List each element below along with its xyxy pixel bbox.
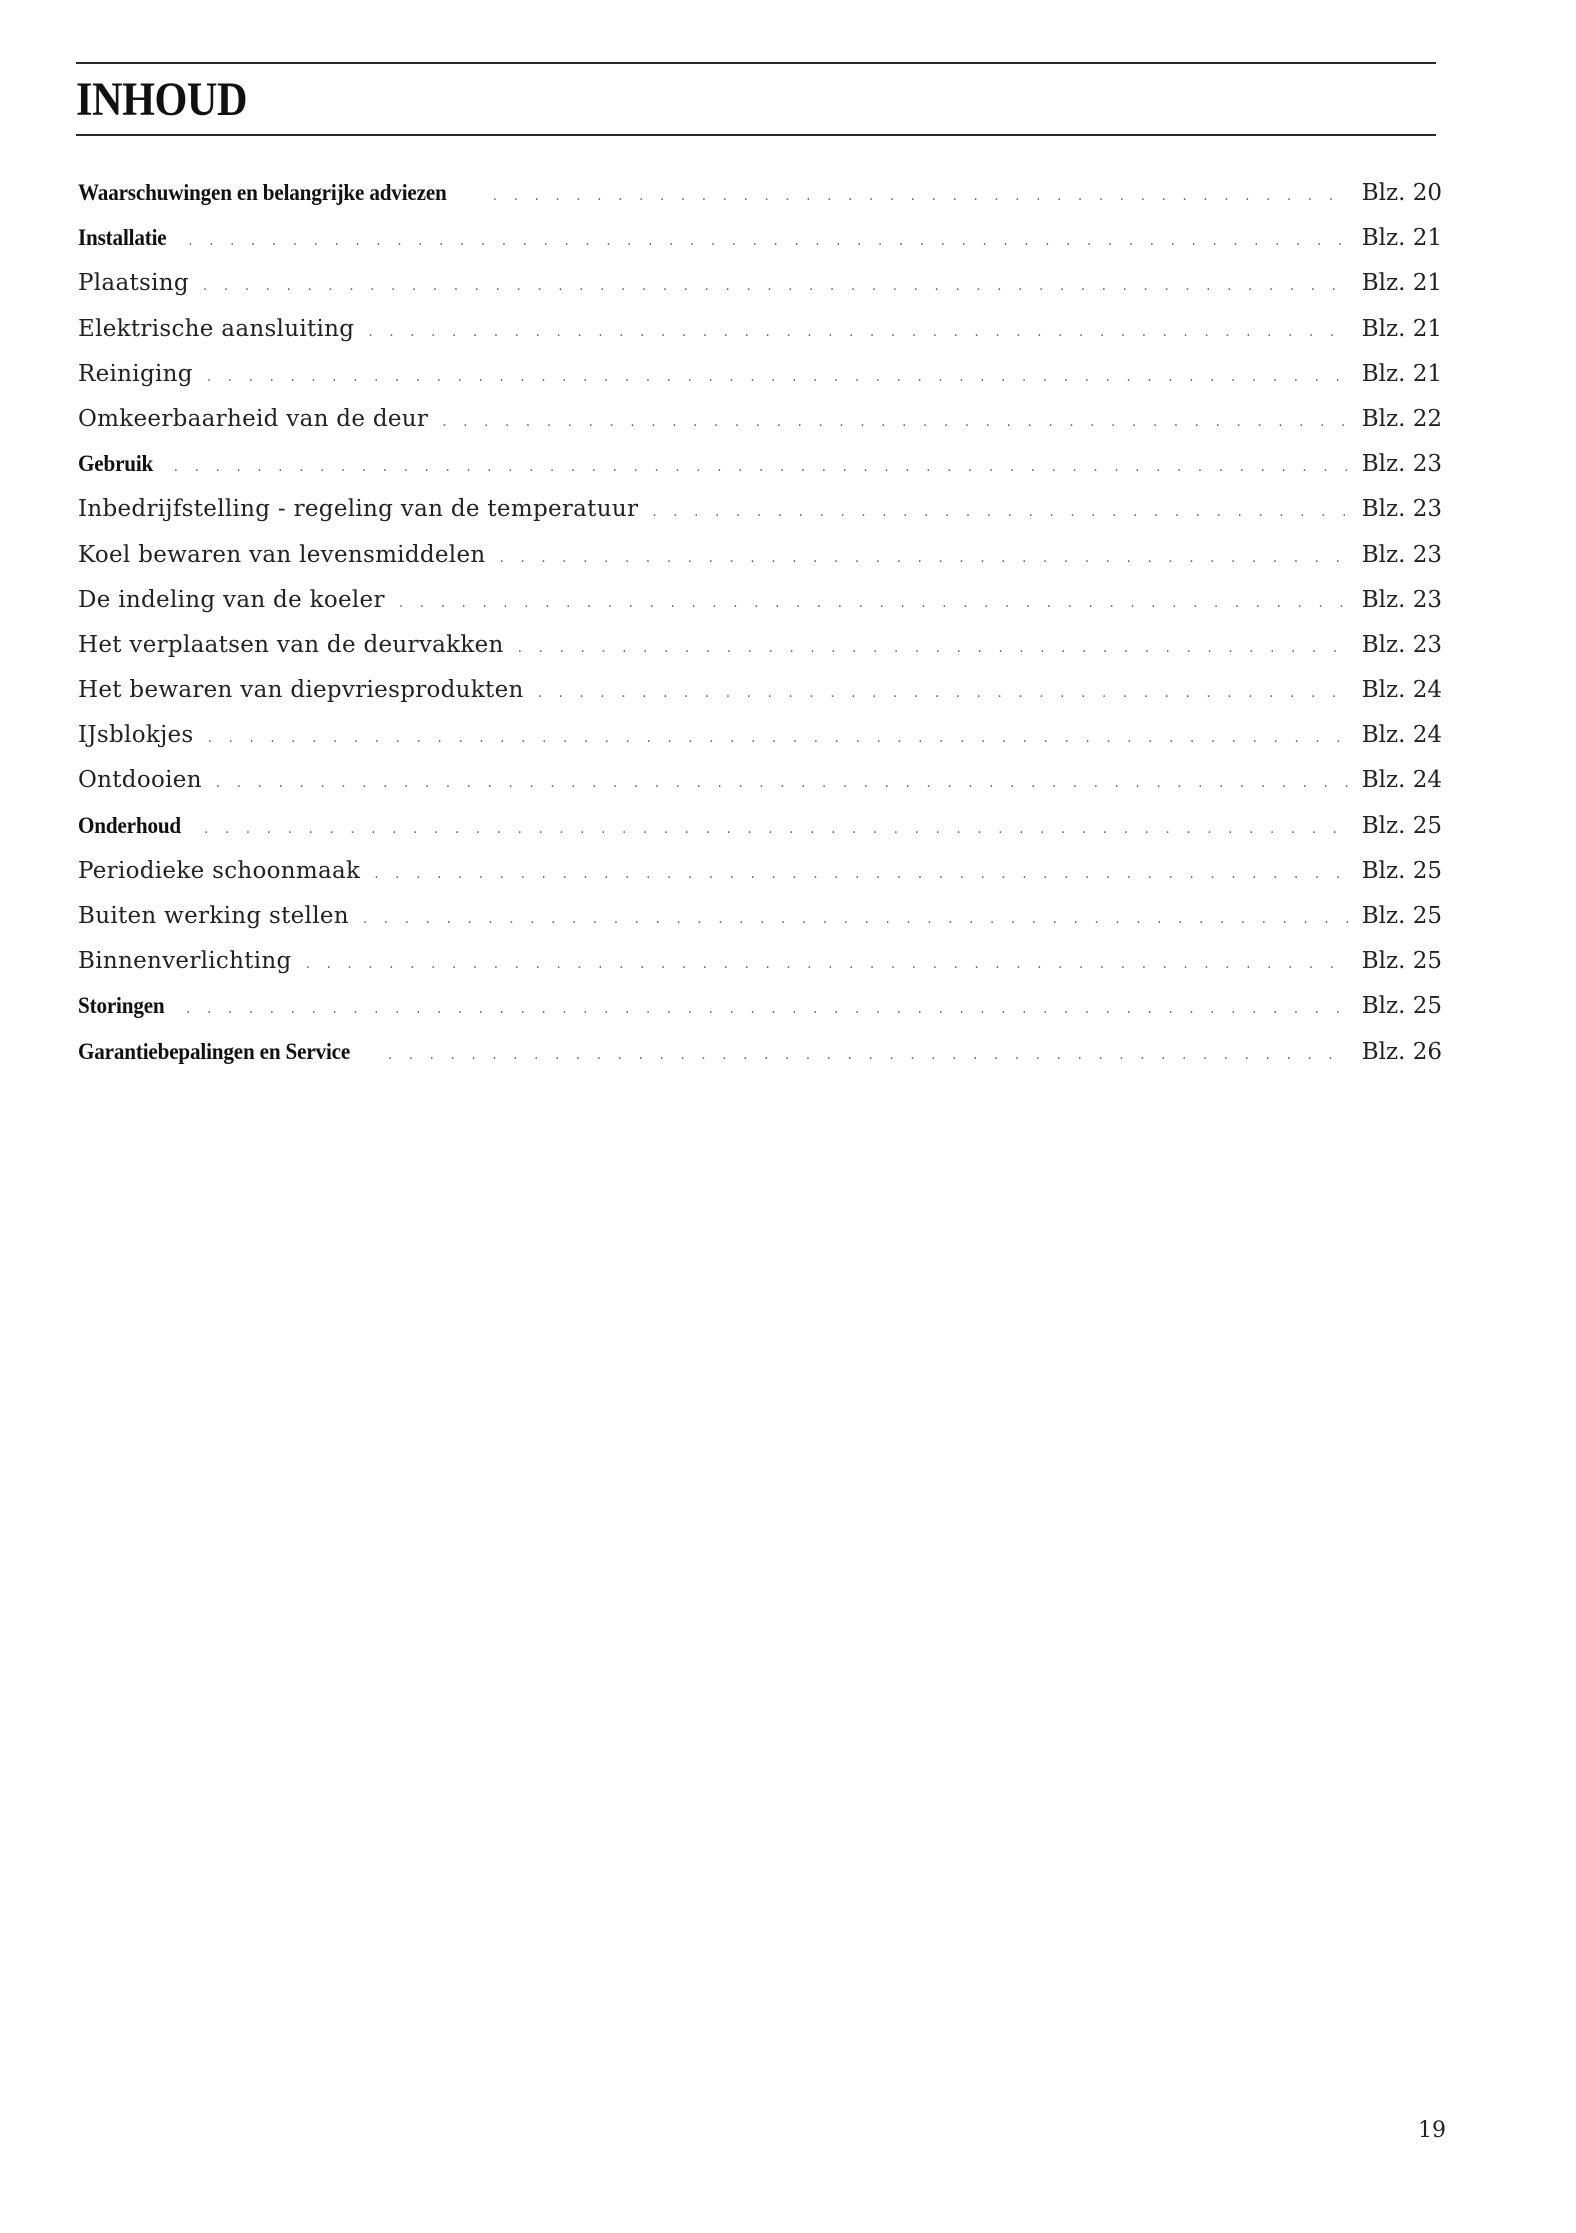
toc-entry-label: Periodieke schoonmaak [78,857,361,884]
toc-entry-page: Blz. 23 [1361,541,1442,568]
header-rule-bottom [76,134,1436,136]
toc-dot-leader [174,459,1348,475]
toc-entry-label: De indeling van de koeler [78,586,385,613]
toc-dot-leader [216,775,1348,791]
toc-entry-label: Onderhoud [78,812,182,838]
toc-entry [78,948,1442,993]
toc-entry-page: Blz. 21 [1361,225,1442,252]
toc-section-entry [78,1039,1442,1084]
toc-entry-label: Inbedrijfstelling - regeling van de temperatuur [78,496,639,523]
toc-dot-leader [518,640,1348,656]
toc-entry-label: Garantiebepalingen en Service [78,1038,351,1064]
toc-section-entry [78,451,1442,496]
toc-section-entry [78,225,1442,270]
toc-entry-page: Blz. 23 [1361,451,1442,478]
toc-entry-page: Blz. 24 [1361,677,1442,704]
toc-entry-page: Blz. 22 [1361,405,1442,432]
toc-dot-leader [399,595,1348,611]
toc-section-entry [78,180,1442,225]
toc-entry [78,677,1442,722]
toc-entry-page: Blz. 21 [1361,270,1442,297]
toc-entry-label: Elektrische aansluiting [78,315,355,342]
toc-entry-page: Blz. 26 [1361,1038,1442,1065]
toc-entry-label: Koel bewaren van levensmiddelen [78,541,486,568]
toc-entry-page: Blz. 25 [1361,903,1442,929]
toc-dot-leader [186,1001,1348,1017]
toc-entry-page: Blz. 25 [1361,857,1442,884]
toc-dot-leader [207,369,1348,385]
toc-section-entry [78,813,1442,858]
toc-section-entry [78,993,1442,1038]
toc-entry-page: Blz. 23 [1361,496,1442,523]
toc-entry-label: Het bewaren van diepvriesprodukten [78,677,524,704]
toc-entry-page: Blz. 23 [1361,631,1442,658]
toc-entry-label: Storingen [78,993,165,1019]
header-rule-top [76,62,1436,64]
page-title: INHOUD [76,73,248,126]
toc-entry-label: Installatie [78,225,167,251]
toc-dot-leader [363,911,1348,927]
toc-dot-leader [204,821,1348,837]
toc-entry-page: Blz. 25 [1361,948,1442,975]
toc-entry-label: Omkeerbaarheid van de deur [78,405,429,432]
toc-entry-label: Plaatsing [78,270,189,297]
toc-dot-leader [538,685,1348,701]
toc-entry-page: Blz. 24 [1361,722,1442,749]
table-of-contents [78,180,1442,1084]
toc-entry-page: Blz. 25 [1361,812,1442,839]
toc-entry [78,722,1442,767]
toc-dot-leader [493,188,1348,204]
toc-entry [78,361,1442,406]
toc-entry-label: Buiten werking stellen [78,903,349,929]
toc-dot-leader [188,233,1348,249]
toc-dot-leader [374,866,1347,882]
toc-entry-page: Blz. 23 [1361,586,1442,613]
toc-dot-leader [388,1047,1348,1063]
toc-entry-label: IJsblokjes [78,722,194,749]
toc-entry-label: Het verplaatsen van de deurvakken [78,631,504,658]
toc-dot-leader [306,956,1348,972]
toc-entry [78,406,1442,451]
toc-entry-page: Blz. 21 [1361,360,1442,387]
toc-entry-label: Binnenverlichting [78,948,292,975]
toc-entry [78,542,1442,587]
toc-entry [78,632,1442,677]
toc-entry-page: Blz. 21 [1361,315,1442,342]
toc-entry-page: Blz. 24 [1361,767,1442,794]
page-number: 19 [1418,2118,1446,2143]
toc-entry-page: Blz. 20 [1361,180,1442,206]
toc-entry [78,316,1442,361]
toc-dot-leader [652,504,1347,520]
toc-entry-label: Reiniging [78,360,193,387]
toc-dot-leader [499,550,1347,566]
toc-entry-label: Ontdooien [78,767,202,794]
toc-entry [78,587,1442,632]
toc-entry-page: Blz. 25 [1361,993,1442,1020]
toc-entry-label: Waarschuwingen en belangrijke adviezen [78,180,447,205]
toc-dot-leader [203,278,1348,294]
toc-entry [78,496,1442,541]
toc-dot-leader [442,414,1348,430]
toc-dot-leader [368,324,1347,340]
toc-entry [78,270,1442,315]
toc-dot-leader [208,730,1348,746]
toc-entry-label: Gebruik [78,451,154,477]
toc-entry [78,767,1442,812]
toc-entry [78,858,1442,903]
toc-entry [78,903,1442,948]
